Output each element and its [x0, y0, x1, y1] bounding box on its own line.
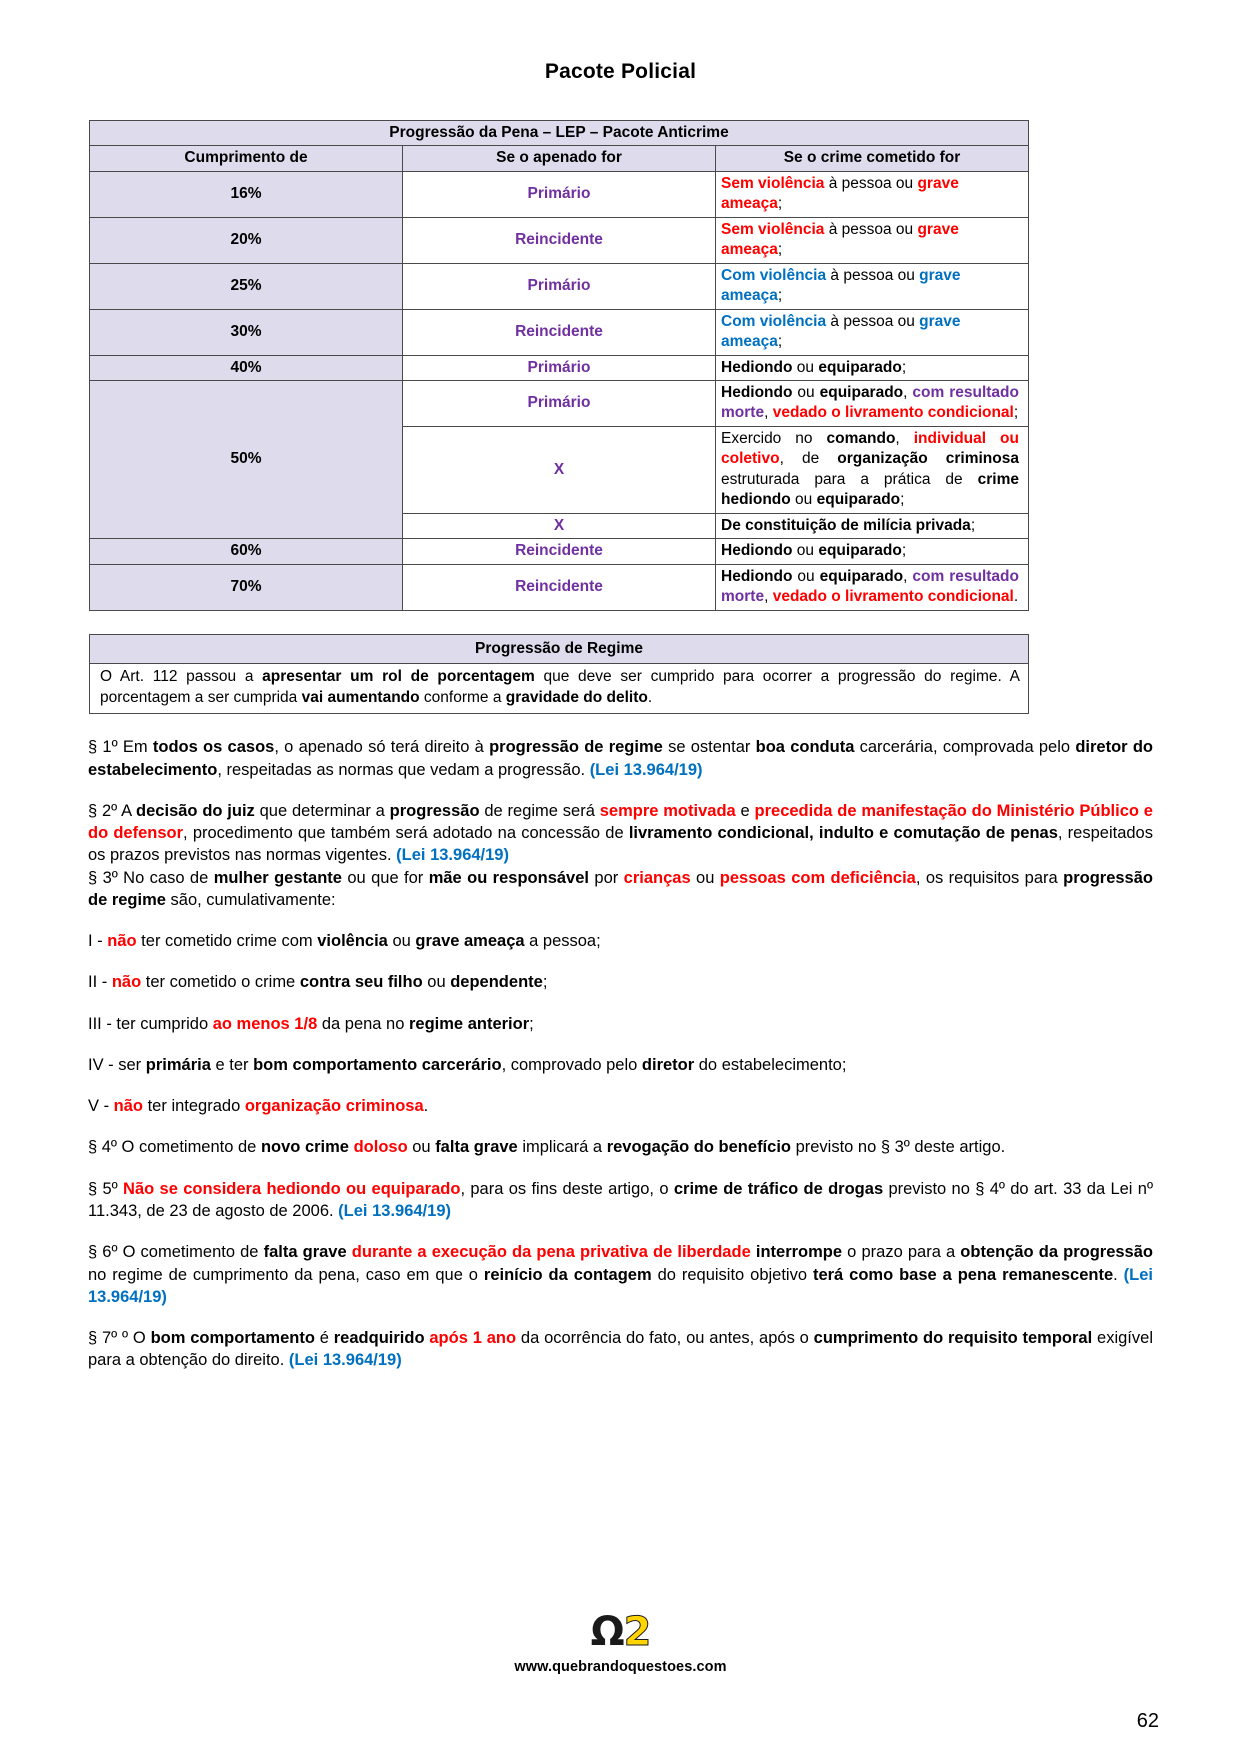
cell-percent: 70%: [90, 564, 403, 610]
cell-apenado: Primário: [403, 355, 716, 380]
cell-crime: Hediondo ou equiparado;: [716, 539, 1029, 564]
regime-body-row: [90, 664, 1029, 714]
cell-apenado: Reincidente: [403, 217, 716, 263]
cell-crime: Hediondo ou equiparado;: [716, 355, 1029, 380]
page-title: Pacote Policial: [544, 60, 697, 83]
paragraph-3: § 3º No caso de mulher gestante ou que for mãe ou responsável por crianças ou pessoas com deficiência, os requisitos para progressão de regime são, cumulativamente:: [88, 868, 1153, 909]
cell-crime: Hediondo ou equiparado, com resultado morte, vedado o livramento condicional.: [716, 564, 1029, 610]
cell-apenado: Reincidente: [403, 564, 716, 610]
table-caption: Progressão da Pena – LEP – Pacote Anticrime: [90, 121, 1029, 146]
table-row: [90, 380, 1029, 426]
cell-crime: De constituição de milícia privada;: [716, 513, 1029, 538]
cell-percent: 30%: [90, 309, 403, 355]
article-paragraphs: [88, 736, 1153, 1371]
cell-apenado: Reincidente: [403, 539, 716, 564]
cell-percent: 25%: [90, 263, 403, 309]
table-row: [90, 171, 1029, 217]
logo-two: 2: [623, 1609, 651, 1655]
page-number: 62: [1136, 1710, 1159, 1732]
cell-percent: 50%: [90, 380, 403, 538]
progressao-pena-table: [89, 120, 1029, 611]
paragraph-1: § 1º Em todos os casos, o apenado só terá direito à progressão de regime se ostentar boa conduta carcerária, comprovada pelo diretor do estabelecimento, respeitadas as normas que vedam a progressão. (Lei 13.964/19): [88, 738, 1153, 779]
cell-apenado: X: [403, 513, 716, 538]
column-header-apenado: Se o apenado for: [403, 146, 716, 171]
column-header-cumprimento: Cumprimento de: [90, 146, 403, 171]
cell-apenado: Reincidente: [403, 309, 716, 355]
table-row: [90, 564, 1029, 610]
page-footer: [0, 1609, 1241, 1675]
omega-icon: Ω: [590, 1609, 624, 1655]
cell-percent: 40%: [90, 355, 403, 380]
regime-header-row: [90, 634, 1029, 664]
table-row: [90, 263, 1029, 309]
cell-crime: Sem violência à pessoa ou grave ameaça;: [716, 217, 1029, 263]
table-row: [90, 309, 1029, 355]
cell-apenado: Primário: [403, 171, 716, 217]
site-url: www.quebrandoquestoes.com: [514, 1659, 727, 1675]
brand-logo: [0, 1609, 1241, 1655]
regime-body: O Art. 112 passou a apresentar um rol de porcentagem que deve ser cumprido para ocorrer a progressão do regime. A porcentagem a ser cumprida vai aumentando conforme a gravidade do delito.: [90, 664, 1029, 714]
item-i: I - não ter cometido crime com violência ou grave ameaça a pessoa;: [88, 932, 601, 951]
paragraph-7: § 7º º O bom comportamento é readquirido após 1 ano da ocorrência do fato, ou antes, após o cumprimento do requisito temporal exigível para a obtenção do direito. (Lei 13.964/19): [88, 1329, 1153, 1370]
cell-percent: 16%: [90, 171, 403, 217]
table-caption-row: [90, 121, 1029, 146]
cell-crime: Com violência à pessoa ou grave ameaça;: [716, 263, 1029, 309]
cell-crime: Exercido no comando, individual ou coletivo, de organização criminosa estruturada para a prática de crime hediondo ou equiparado;: [716, 426, 1029, 513]
item-ii: II - não ter cometido o crime contra seu filho ou dependente;: [88, 973, 548, 992]
progressao-regime-box: [89, 634, 1029, 715]
cell-apenado: X: [403, 426, 716, 513]
paragraph-2: § 2º A decisão do juiz que determinar a progressão de regime será sempre motivada e precedida de manifestação do Ministério Público e do defensor, procedimento que também será adotado na concessão de livramento condicional, indulto e comutação de penas, respeitados os prazos previstos nas normas vigentes. (Lei 13.964/19): [88, 801, 1153, 865]
cell-crime: Sem violência à pessoa ou grave ameaça;: [716, 171, 1029, 217]
table-header-row: [90, 146, 1029, 171]
table-row: [90, 539, 1029, 564]
cell-crime: Hediondo ou equiparado, com resultado morte, vedado o livramento condicional;: [716, 380, 1029, 426]
item-iii: III - ter cumprido ao menos 1/8 da pena no regime anterior;: [88, 1014, 534, 1033]
cell-apenado: Primário: [403, 380, 716, 426]
cell-percent: 60%: [90, 539, 403, 564]
regime-title: Progressão de Regime: [90, 634, 1029, 664]
cell-crime: Com violência à pessoa ou grave ameaça;: [716, 309, 1029, 355]
cell-apenado: Primário: [403, 263, 716, 309]
table-row: [90, 217, 1029, 263]
column-header-crime: Se o crime cometido for: [716, 146, 1029, 171]
table-row: [90, 355, 1029, 380]
paragraph-4: § 4º O cometimento de novo crime doloso ou falta grave implicará a revogação do benefício previsto no § 3º deste artigo.: [88, 1138, 1006, 1157]
paragraph-6: § 6º O cometimento de falta grave durante a execução da pena privativa de liberdade interrompe o prazo para a obtenção da progressão no regime de cumprimento da pena, caso em que o reinício da contagem do requisito objetivo terá como base a pena remanescente. (Lei 13.964/19): [88, 1243, 1153, 1306]
item-iv: IV - ser primária e ter bom comportamento carcerário, comprovado pelo diretor do estabelecimento;: [88, 1055, 847, 1074]
cell-percent: 20%: [90, 217, 403, 263]
paragraph-5: § 5º Não se considera hediondo ou equiparado, para os fins deste artigo, o crime de tráfico de drogas previsto no § 4º do art. 33 da Lei nº 11.343, de 23 de agosto de 2006. (Lei 13.964/19): [88, 1179, 1153, 1220]
item-v: V - não ter integrado organização criminosa.: [88, 1097, 429, 1116]
